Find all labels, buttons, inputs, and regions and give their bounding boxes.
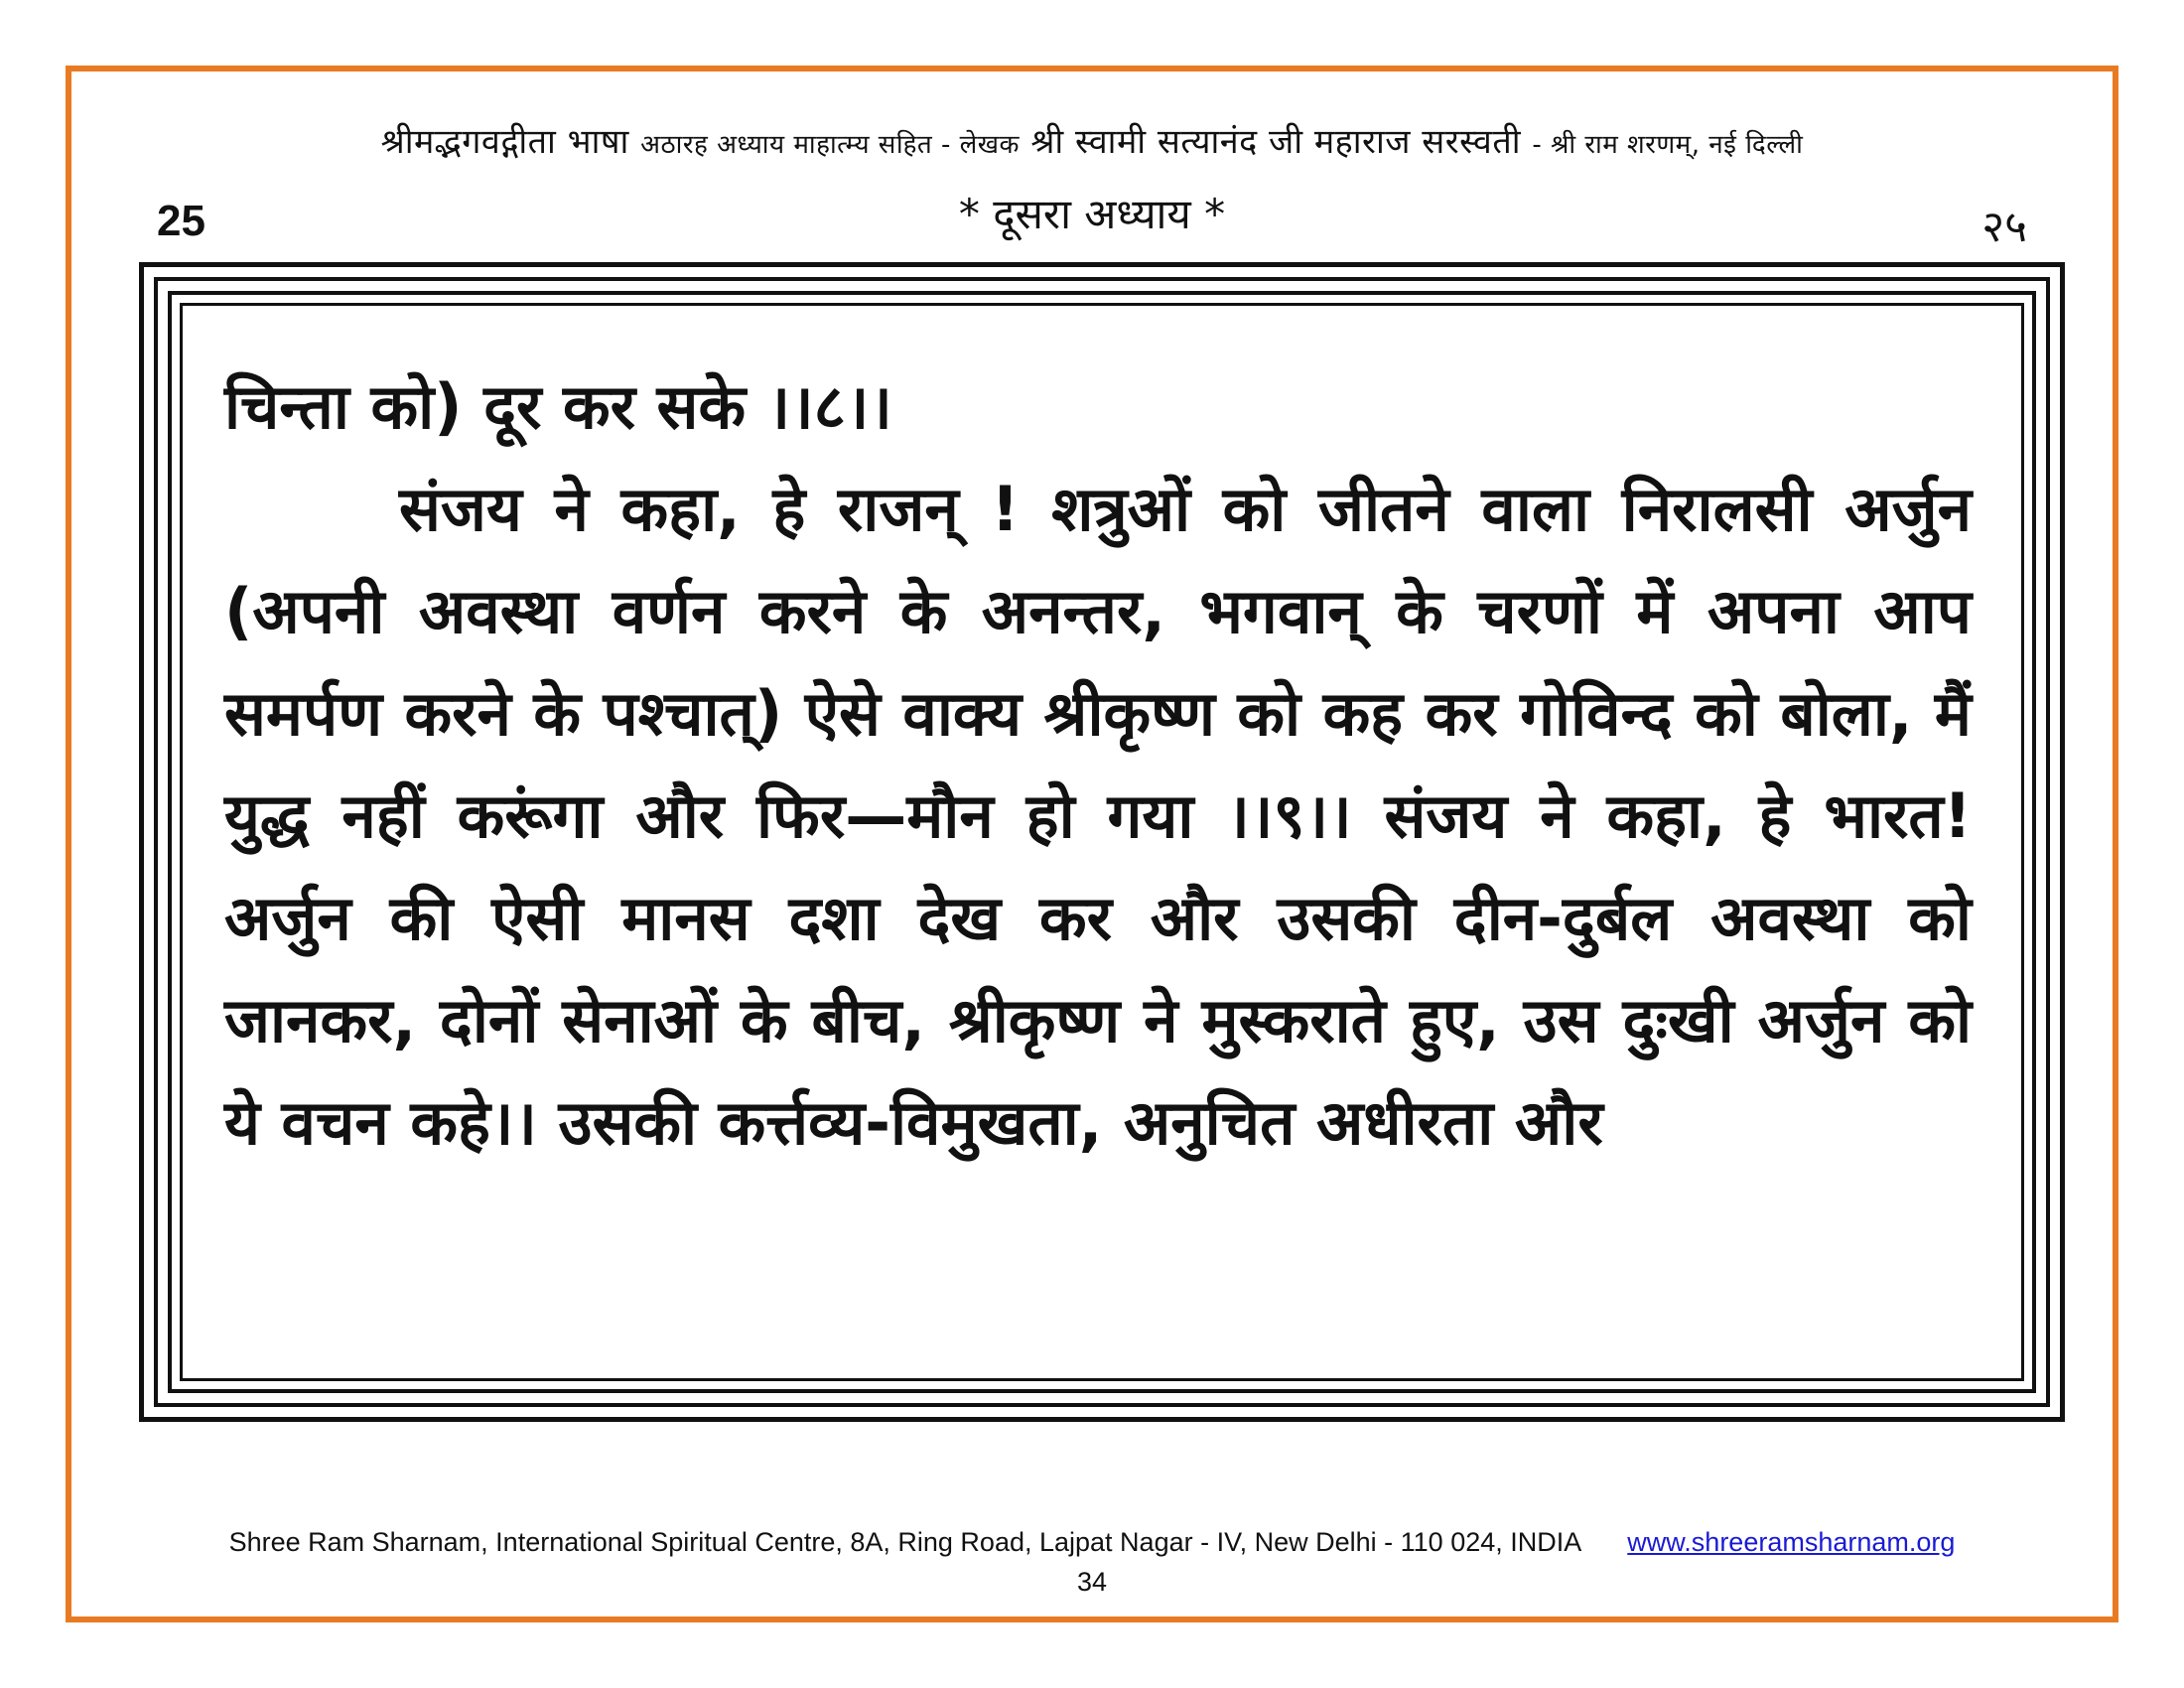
main-paragraph: संजय ने कहा, हे राजन् ! शत्रुओं को जीतने वाला निरालसी अर्जुन (अपनी अवस्था वर्णन करने के अनन्तर, भगवान् के चरणों में अपना आप समर्पण करने के पश्चात्) ऐसे वाक्य श्रीकृष्ण को कह कर गोविन्द को बोला, मैं युद्ध नहीं करूंगा और फिर—मौन हो गया ।।९।। संजय ने कहा, हे भारत! अर्जुन की ऐसी मानस दशा देख कर और उसकी दीन-दुर्बल अवस्था को जानकर, दोनों सेनाओं के बीच, श्रीकृष्ण ने मुस्कराते हुए, उस दुःखी अर्जुन को ये वचन कहे।। उसकी कर्त्तव्य-विमुखता, अनुचित अधीरता और <box>224 473 1972 1159</box>
chapter-title: * दूसरा अध्याय * <box>958 190 1226 238</box>
book-header <box>129 117 2055 163</box>
continuation-line: चिन्ता को) दूर कर सके ।।८।। <box>224 370 892 443</box>
scripture-text <box>224 355 1972 1174</box>
book-title: श्रीमद्भगवद्गीता भाषा <box>380 122 629 162</box>
footer-page-number: 34 <box>1076 1567 1108 1597</box>
website-link[interactable]: www.shreeramsharnam.org <box>1627 1527 1956 1557</box>
footer <box>0 1527 2184 1558</box>
page-number-left: 25 <box>157 197 205 245</box>
book-publisher: - श्री राम शरणम्, नई दिल्ली <box>1532 130 1804 160</box>
page-number-right: २५ <box>1981 202 2027 252</box>
book-subtitle: अठारह अध्याय माहात्म्य सहित - लेखक <box>640 130 1021 160</box>
footer-address: Shree Ram Sharnam, International Spiritual Centre, 8A, Ring Road, Lajpat Nagar - IV, New Delhi - 110 024, INDIA <box>228 1527 1580 1557</box>
book-author: श्री स्वामी सत्यानंद जी महाराज सरस्वती <box>1030 122 1521 162</box>
